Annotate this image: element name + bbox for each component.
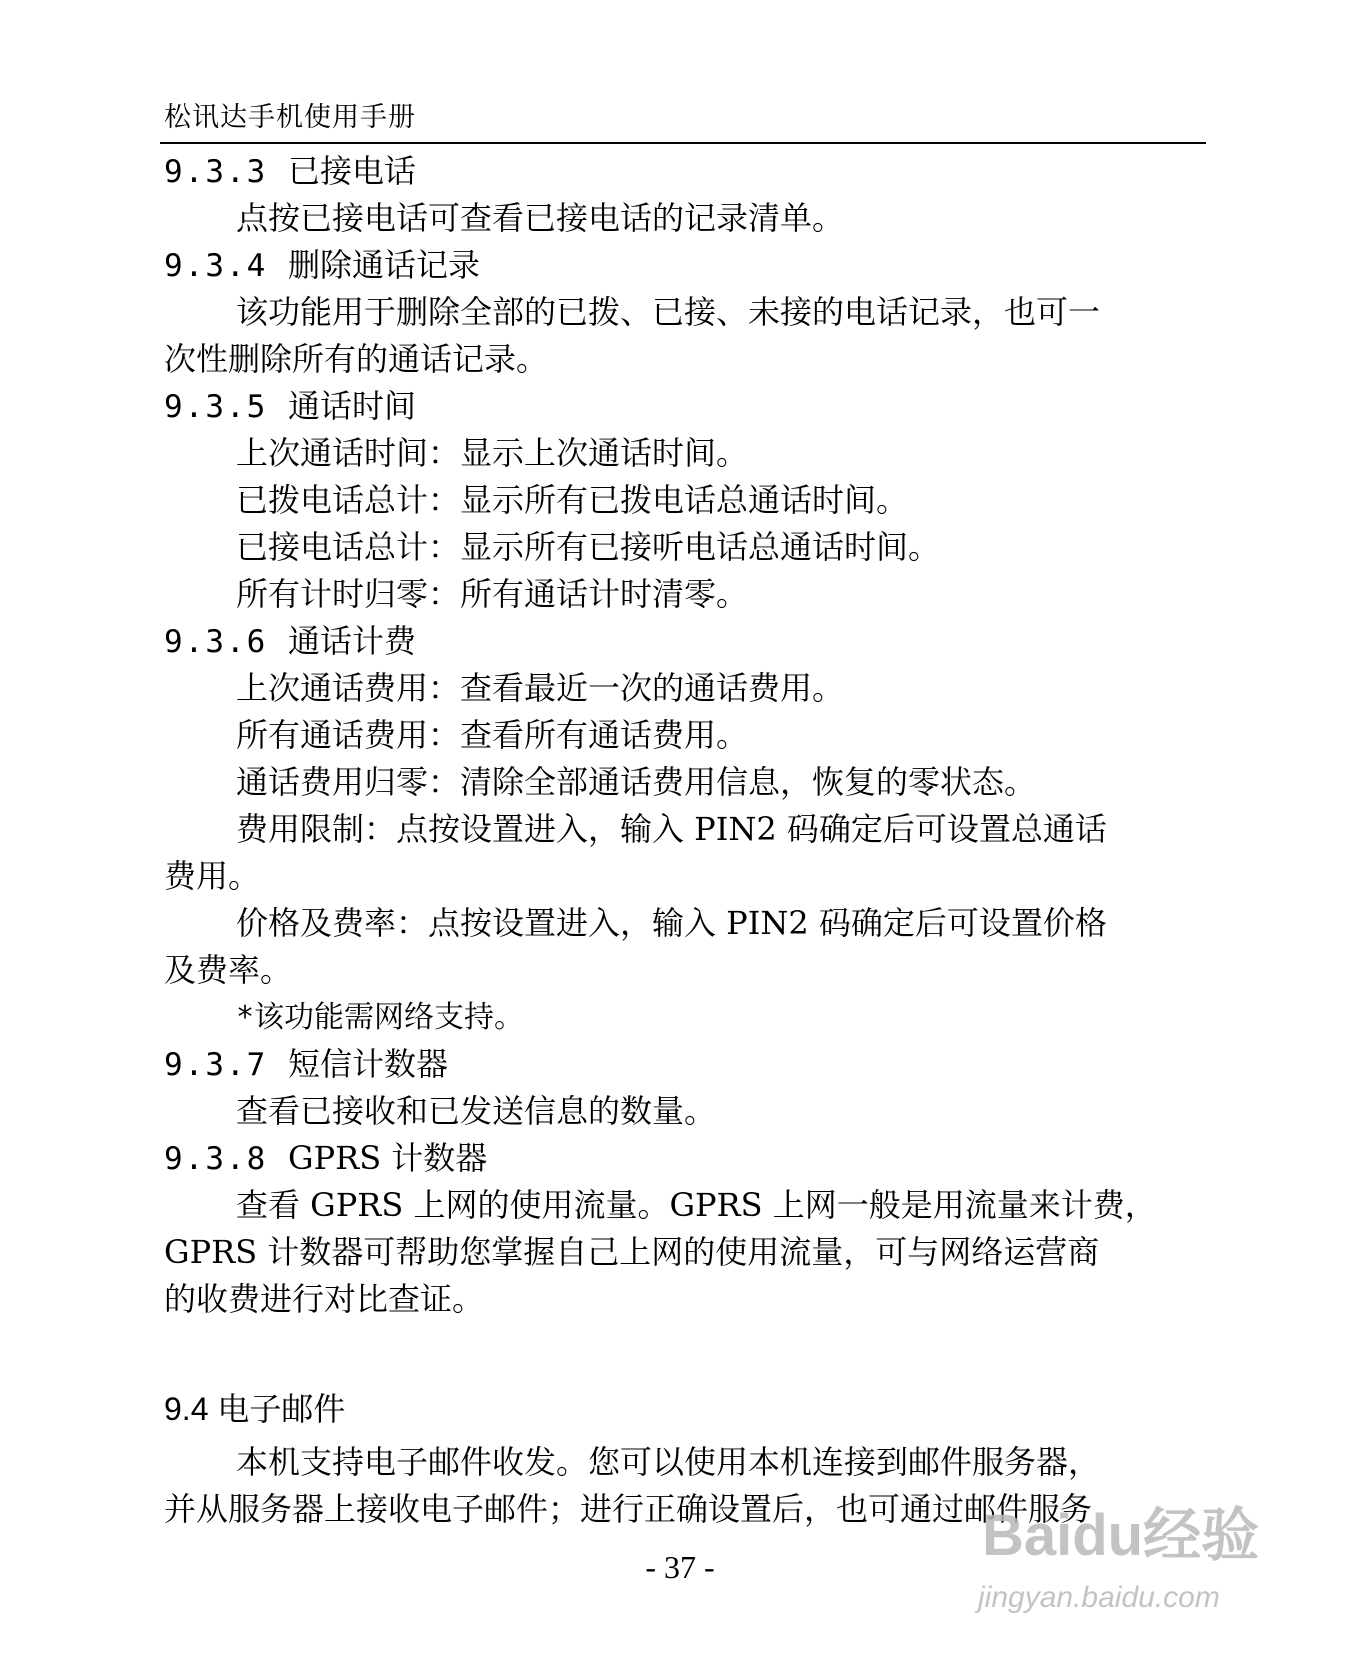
paragraph: 费用限制：点按设置进入，输入 PIN2 码确定后可设置总通话: [236, 810, 1107, 848]
section-heading: 9.3.5 通话时间: [164, 387, 417, 425]
paragraph-continuation: 的收费进行对比查证。: [164, 1280, 485, 1318]
section-spacer: [164, 1323, 1204, 1379]
paragraph: 已接电话总计：显示所有已接听电话总通话时间。: [236, 528, 941, 566]
section-heading: 9.3.7 短信计数器: [164, 1045, 449, 1083]
running-header: 松讯达手机使用手册: [164, 102, 416, 133]
page-content: [164, 148, 1204, 1533]
paragraph: 查看已接收和已发送信息的数量。: [236, 1092, 717, 1130]
paragraph: 已拨电话总计：显示所有已拨电话总通话时间。: [236, 481, 909, 519]
paragraph: 价格及费率：点按设置进入，输入 PIN2 码确定后可设置价格: [236, 904, 1107, 942]
paragraph: 所有通话费用：查看所有通话费用。: [236, 716, 749, 754]
paragraph-continuation: 费用。: [164, 857, 261, 895]
paragraph-continuation: 次性删除所有的通话记录。: [164, 340, 549, 378]
paragraph: 所有计时归零：所有通话计时清零。: [236, 575, 749, 613]
baidu-watermark: [972, 1500, 1282, 1650]
paragraph: 上次通话时间：显示上次通话时间。: [236, 434, 749, 472]
section-heading: 9.3.3 已接电话: [164, 152, 417, 190]
watermark-logo: Baidu经验: [982, 1503, 1260, 1568]
paragraph: 上次通话费用：查看最近一次的通话费用。: [236, 669, 845, 707]
header-divider: [160, 142, 1206, 144]
paragraph: 点按已接电话可查看已接电话的记录清单。: [236, 199, 845, 237]
section-heading: 9.3.4 删除通话记录: [164, 246, 481, 284]
network-note: *该功能需网络支持。: [236, 1000, 525, 1035]
paragraph-continuation: GPRS 计数器可帮助您掌握自己上网的使用流量，可与网络运营商: [164, 1233, 1100, 1271]
paragraph-continuation: 并从服务器上接收电子邮件；进行正确设置后，也可通过邮件服务: [164, 1490, 1093, 1528]
section-heading-9-4: 9.4 电子邮件: [164, 1391, 346, 1427]
paragraph: 通话费用归零：清除全部通话费用信息，恢复的零状态。: [236, 763, 1037, 801]
paragraph-continuation: 及费率。: [164, 951, 293, 989]
section-heading: 9.3.6 通话计费: [164, 622, 417, 660]
watermark-url: jingyan.baidu.com: [978, 1581, 1220, 1614]
paragraph: 查看 GPRS 上网的使用流量。GPRS 上网一般是用流量来计费，: [236, 1186, 1157, 1224]
paragraph: 该功能用于删除全部的已拨、已接、未接的电话记录，也可一: [236, 293, 1101, 331]
section-heading: 9.3.8 GPRS 计数器: [164, 1139, 488, 1177]
paragraph: 本机支持电子邮件收发。您可以使用本机连接到邮件服务器，: [236, 1443, 1101, 1481]
page-number: - 37 -: [645, 1549, 715, 1585]
